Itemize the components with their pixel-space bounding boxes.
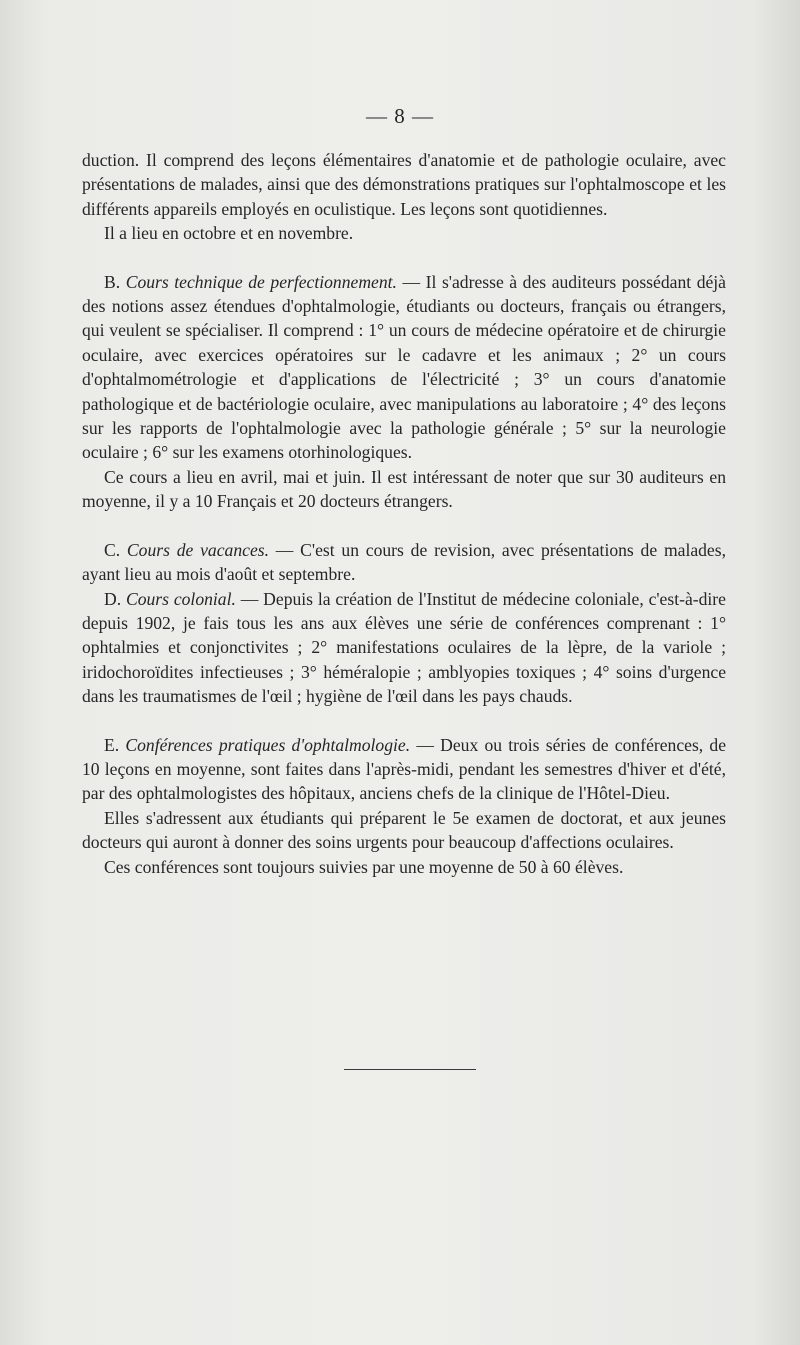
paragraph-text: Ce cours a lieu en avril, mai et juin. Il est intéressant de noter que sur 30 auditeurs en moyenne, il y a 10 Français et 20 docteurs étrangers. [82,466,726,512]
paragraph-text: Elles s'adressent aux étudiants qui préparent le 5e examen de doctorat, et aux jeunes docteurs qui auront à donner des soins urgents pour beaucoup d'affections oculaires. [82,807,726,853]
paragraph-text: — Depuis la création de l'Institut de médecine coloniale, c'est-à-dire depuis 1902, je fais tous les ans aux élèves une série de conférences comprenant : 1° ophtalmies et conjonctivites ; 2° manifestations oculaires de la lèpre, de la variole ; iridochoroïdites infectieuses ; 3° héméralopie ; amblyopies toxiques ; 4° soins d'urgence dans les traumatismes de l'œil ; hygiène de l'œil dans les pays chauds. [82,588,726,707]
paragraph [82,465,726,514]
paragraph-section-c [82,538,726,587]
paragraph [82,148,726,221]
end-rule [344,1069,476,1070]
paragraph [82,221,726,245]
paragraph [82,855,726,879]
paragraph-text: Il a lieu en octobre et en novembre. [104,223,354,244]
page-number: — 8 — [366,104,434,128]
section-heading: Conférences pratiques d'ophtalmologie. [125,734,411,755]
paragraph-text: — Il s'adresse à des auditeurs possédant déjà des notions assez étendues d'ophtalmologie, étudiants ou docteurs, français ou étrangers, qui veulent se spécialiser. Il comprend : 1° un cours de médecine opératoire et de chirurgie oculaire, avec exercices opératoires sur le cadavre et les animaux ; 2° un cours d'ophtalmométrologie et d'applications de l'électricité ; 3° un cours d'anatomie pathologique et de bactériologie oculaire, avec manipulations au laboratoire ; 4° des leçons sur les rapports de l'ophtalmologie avec la pathologie générale ; 5° sur la neurologie oculaire ; 6° sur les examens otorhinologiques. [82,271,726,463]
body-text [82,148,726,879]
section-heading: Cours colonial. [125,588,236,609]
paragraph-section-e [82,733,726,806]
section-heading: Cours technique de perfectionnement. [125,271,397,292]
section-heading: Cours de vacances. [126,539,269,560]
paragraph-text: — C'est un cours de revision, avec présentations de malades, ayant lieu au mois d'août et septembre. [82,539,726,585]
paragraph-lead: E. [104,734,126,755]
paragraph-text: — Deux ou trois séries de conférences, de 10 leçons en moyenne, sont faites dans l'après-midi, pendant les semestres d'hiver et d'été, par des ophtalmologistes des hôpitaux, anciens chefs de la clinique de l'Hôtel-Dieu. [82,734,727,804]
paragraph-section-b [82,270,726,465]
paragraph-lead: D. [104,588,126,609]
paragraph-section-d [82,587,726,709]
paragraph-text: Ces conférences sont toujours suivies par une moyenne de 50 à 60 élèves. [104,856,624,877]
paragraph-text: duction. Il comprend des leçons élémentaires d'anatomie et de pathologie oculaire, avec présentations de malades, ainsi que des démonstrations pratiques sur l'ophtalmoscope et les différents appareils employés en oculistique. Les leçons sont quotidiennes. [82,150,726,219]
paragraph-lead: B. [104,271,126,292]
paragraph-lead: C. [104,539,127,560]
paragraph [82,806,726,855]
